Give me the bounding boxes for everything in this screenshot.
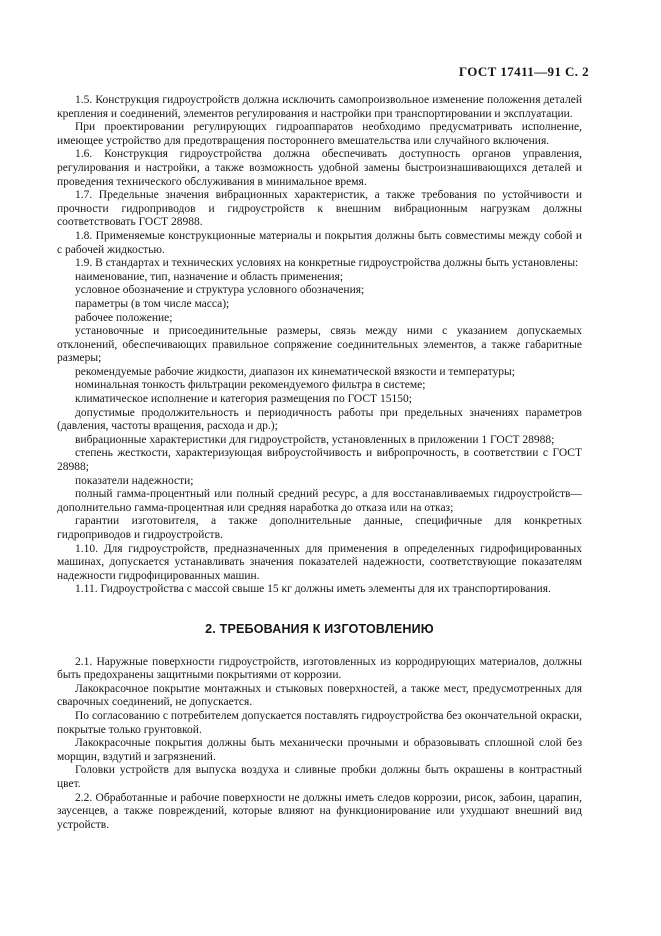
list-item: рабочее положение; <box>75 311 173 324</box>
list-item: параметры (в том числе масса); <box>75 297 230 310</box>
paragraph: Лакокрасочное покрытие монтажных и стыковых поверхностей, а также мест, предусмотренных для сварочных соединений, не допускается. <box>57 682 582 709</box>
paragraph: Головки устройств для выпуска воздуха и сливные пробки должны быть окрашены в контрастный цвет. <box>57 764 582 790</box>
paragraph: Лакокрасочные покрытия должны быть механически прочными и образовывать сплошной слой без морщин, вздутий и загрязнений. <box>57 737 582 763</box>
paragraph-1-10: 1.10. Для гидроустройств, предназначенных для применения в определенных гидрофицированных машинах, допускается устанавливать значения показателей надежности, соответствующие показателям надежности гидрофицированных машин. <box>57 542 582 582</box>
list-item: полный гамма-процентный или полный средний ресурс, а для восстанавливаемых гидроустройств—дополнительно гамма-процентная или средняя наработка до отказа или на отказ; <box>57 488 582 514</box>
section-2 <box>57 656 582 833</box>
list-item: степень жесткости, характеризующая виброустойчивость и вибропрочность, в соответствии с ГОСТ 28988; <box>57 447 582 474</box>
list-item: условное обозначение и структура условного обозначения; <box>75 284 365 297</box>
list-item: вибрационные характеристики для гидроустройств, установленных в приложении 1 ГОСТ 28988; <box>75 433 555 446</box>
paragraph-2-2: 2.2. Обработанные и рабочие поверхности не должны иметь следов коррозии, рисок, забоин, царапин, заусенцев, а также повреждений, которые влияют на функционирование или ухудшают внешний вид устройств. <box>57 791 582 831</box>
page-header: ГОСТ 17411—91 С. 2 <box>458 64 589 79</box>
list-item: установочные и присоединительные размеры, связь между ними с указанием допускаемых отклонений, обеспечивающих правильное сопряжение соединительных элементов, а также габаритные размеры; <box>57 325 582 365</box>
list-item: допустимые продолжительность и периодичность работы при предельных значениях параметров (давления, частоты вращения, расхода и др.); <box>57 406 582 433</box>
paragraph-1-6: 1.6. Конструкция гидроустройства должна обеспечивать доступность органов управления, регулирования и настройки, а также возможность удобной замены быстроизнашивающихся деталей и проведения технического обслуживания в минимальное время. <box>57 148 582 188</box>
list-item: климатическое исполнение и категория размещения по ГОСТ 15150; <box>75 393 412 406</box>
paragraph-2-1: 2.1. Наружные поверхности гидроустройств, изготовленных из корродирующих материалов, должны быть предохранены защитными покрытиями от коррозии. <box>57 655 582 682</box>
list-item: рекомендуемые рабочие жидкости, диапазон их кинематической вязкости и температуры; <box>75 365 515 378</box>
list-item: показатели надежности; <box>75 474 194 487</box>
paragraph-1-5: 1.5. Конструкция гидроустройств должна исключить самопроизвольное изменение положения деталей крепления и соединений, элементов регулирования и настройки при транспортировании и эксплуатации. <box>57 94 582 120</box>
document-body <box>57 94 582 832</box>
paragraph-1-9: 1.9. В стандартах и технических условиях на конкретные гидроустройства должны быть установлены: <box>75 257 579 270</box>
paragraph-1-11: 1.11. Гидроустройства с массой свыше 15 кг должны иметь элементы для их транспортирования. <box>75 583 551 596</box>
paragraph-1-5-note: При проектировании регулирующих гидроаппаратов необходимо предусматривать исполнение, имеющее устройство для предотвращения постороннего вмешательства или случайного включения. <box>57 121 582 147</box>
paragraph-1-7: 1.7. Предельные значения вибрационных характеристик, а также требования по устойчивости и прочности гидроприводов и гидроустройств к внешним вибрационным нагрузкам должны соответствовать ГОСТ 28988. <box>57 189 582 229</box>
section-1 <box>57 94 582 597</box>
list-item: наименование, тип, назначение и область применения; <box>75 270 344 283</box>
list-item: номинальная тонкость фильтрации рекомендуемого фильтра в системе; <box>75 379 426 392</box>
list-item: гарантии изготовителя, а также дополнительные данные, специфичные для конкретных гидроприводов и гидроустройств. <box>57 515 582 541</box>
paragraph: По согласованию с потребителем допускается поставлять гидроустройства без окончательной окраски, покрытые только грунтовкой. <box>57 709 582 736</box>
section-2-heading: 2. ТРЕБОВАНИЯ К ИЗГОТОВЛЕНИЮ <box>205 621 434 636</box>
paragraph-1-8: 1.8. Применяемые конструкционные материалы и покрытия должны быть совместимы между собой и с рабочей жидкостью. <box>57 229 582 256</box>
